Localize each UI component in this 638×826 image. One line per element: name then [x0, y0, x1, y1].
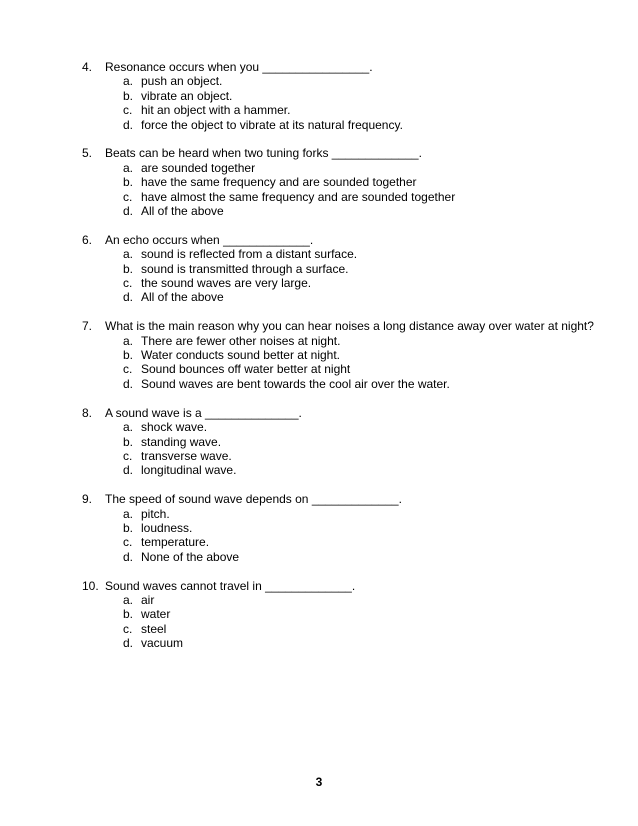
question-text: Resonance occurs when you ________________. — [105, 60, 373, 74]
option-text: standing wave. — [141, 434, 222, 449]
option-letter: b. — [123, 175, 134, 190]
option-b — [123, 89, 602, 103]
option-letter: c. — [123, 535, 133, 550]
question-number: 7. — [82, 319, 93, 334]
option-d — [123, 463, 602, 477]
option-text: All of the above — [141, 290, 224, 305]
question-stem — [82, 579, 602, 593]
option-text: pitch. — [141, 506, 170, 521]
option-letter: d. — [123, 117, 134, 132]
option-text: All of the above — [141, 204, 224, 219]
option-c — [123, 622, 602, 636]
option-b — [123, 348, 602, 362]
option-text: have almost the same frequency and are sounded together — [141, 189, 456, 204]
option-letter: a. — [123, 74, 134, 89]
option-text: push an object. — [141, 74, 223, 89]
option-letter: d. — [123, 204, 134, 219]
option-d — [123, 118, 602, 132]
option-list — [123, 334, 602, 392]
option-b — [123, 435, 602, 449]
option-text: Water conducts sound better at night. — [141, 348, 341, 363]
option-d — [123, 377, 602, 391]
question-text: What is the main reason why you can hear noises a long distance away over water at night? — [105, 319, 594, 334]
option-b — [123, 175, 602, 189]
option-a — [123, 593, 602, 607]
option-c — [123, 535, 602, 549]
option-letter: d. — [123, 290, 134, 305]
option-c — [123, 276, 602, 290]
option-text: shock wave. — [141, 420, 208, 435]
option-text: loudness. — [141, 520, 193, 535]
option-c — [123, 103, 602, 117]
option-letter: b. — [123, 607, 134, 622]
option-text: vibrate an object. — [141, 88, 233, 103]
option-text: None of the above — [141, 549, 240, 564]
question-stem — [82, 233, 602, 247]
option-letter: b. — [123, 261, 134, 276]
option-c — [123, 190, 602, 204]
question-list — [82, 60, 602, 665]
option-c — [123, 362, 602, 376]
question-text: Sound waves cannot travel in _____________. — [105, 578, 356, 593]
question-number: 4. — [82, 60, 93, 74]
option-c — [123, 449, 602, 463]
option-letter: d. — [123, 376, 134, 391]
option-list — [123, 420, 602, 478]
option-letter: b. — [123, 88, 134, 103]
option-d — [123, 290, 602, 304]
option-text: hit an object with a hammer. — [141, 103, 291, 118]
question-number: 5. — [82, 146, 93, 161]
question-number: 10. — [82, 578, 99, 593]
question-number: 8. — [82, 405, 93, 420]
option-letter: c. — [123, 276, 133, 291]
option-letter: a. — [123, 592, 134, 607]
option-text: are sounded together — [141, 160, 256, 175]
option-letter: c. — [123, 189, 133, 204]
option-list — [123, 161, 602, 219]
option-text: force the object to vibrate at its natural frequency. — [141, 117, 403, 132]
option-letter: d. — [123, 463, 134, 478]
option-text: sound is transmitted through a surface. — [141, 261, 349, 276]
option-letter: b. — [123, 434, 134, 449]
option-letter: c. — [123, 103, 133, 118]
question-text: The speed of sound wave depends on _____________. — [105, 492, 402, 507]
page-number: 3 — [315, 775, 323, 789]
option-text: longitudinal wave. — [141, 463, 237, 478]
question-number: 9. — [82, 492, 93, 507]
option-text: temperature. — [141, 535, 210, 550]
question-text: An echo occurs when _____________. — [105, 232, 314, 247]
option-letter: a. — [123, 160, 134, 175]
option-letter: a. — [123, 420, 134, 435]
option-letter: b. — [123, 520, 134, 535]
option-letter: d. — [123, 549, 134, 564]
option-d — [123, 204, 602, 218]
option-text: steel — [141, 621, 167, 636]
option-a — [123, 247, 602, 261]
option-a — [123, 161, 602, 175]
option-list — [123, 247, 602, 305]
option-list — [123, 507, 602, 565]
option-letter: d. — [123, 636, 134, 651]
option-text: have the same frequency and are sounded together — [141, 175, 417, 190]
option-a — [123, 420, 602, 434]
question-8 — [82, 406, 602, 478]
option-text: There are fewer other noises at night. — [141, 333, 341, 348]
option-text: water — [141, 607, 171, 622]
option-text: Sound waves are bent towards the cool air over the water. — [141, 376, 450, 391]
option-letter: a. — [123, 333, 134, 348]
option-text: transverse wave. — [141, 448, 232, 463]
question-stem — [82, 146, 602, 160]
option-letter: a. — [123, 506, 134, 521]
question-stem — [82, 406, 602, 420]
option-letter: c. — [123, 448, 133, 463]
question-6 — [82, 233, 602, 305]
question-stem — [82, 319, 602, 333]
option-letter: c. — [123, 362, 133, 377]
question-9 — [82, 492, 602, 564]
option-a — [123, 74, 602, 88]
option-b — [123, 262, 602, 276]
option-b — [123, 607, 602, 621]
option-b — [123, 521, 602, 535]
question-text: Beats can be heard when two tuning forks _____________. — [105, 146, 422, 161]
question-7 — [82, 319, 602, 391]
option-letter: c. — [123, 621, 133, 636]
option-text: vacuum — [141, 636, 184, 651]
option-a — [123, 334, 602, 348]
option-text: sound is reflected from a distant surface. — [141, 247, 358, 262]
option-text: Sound bounces off water better at night — [141, 362, 351, 377]
question-text: A sound wave is a ______________. — [105, 405, 302, 420]
question-4 — [82, 60, 602, 132]
option-a — [123, 507, 602, 521]
question-5 — [82, 146, 602, 218]
option-list — [123, 593, 602, 651]
option-text: air — [141, 592, 155, 607]
option-d — [123, 550, 602, 564]
option-d — [123, 636, 602, 650]
question-stem — [82, 492, 602, 506]
option-letter: b. — [123, 348, 134, 363]
option-letter: a. — [123, 247, 134, 262]
question-stem — [82, 60, 602, 74]
question-10 — [82, 579, 602, 651]
option-text: the sound waves are very large. — [141, 276, 312, 291]
option-list — [123, 74, 602, 132]
question-number: 6. — [82, 232, 93, 247]
